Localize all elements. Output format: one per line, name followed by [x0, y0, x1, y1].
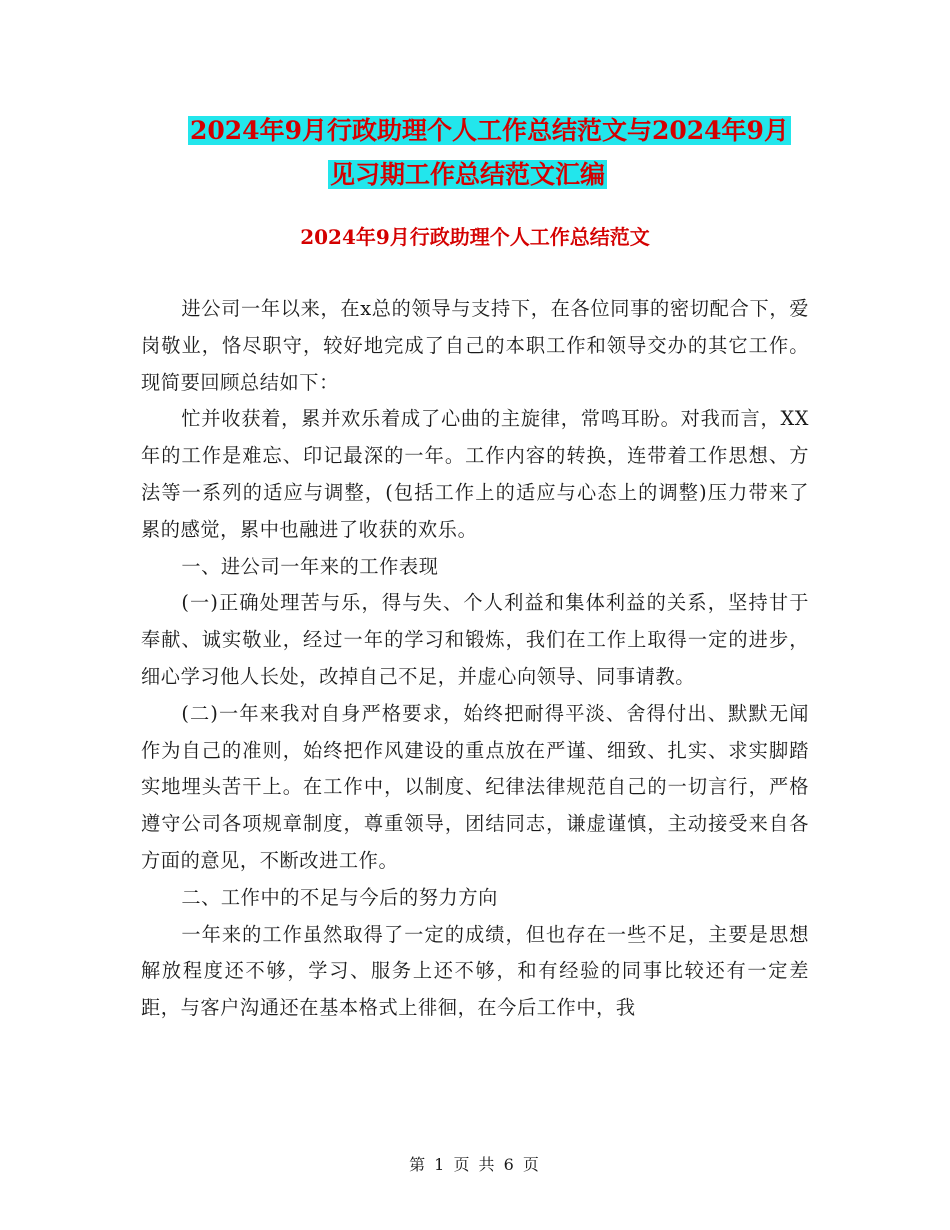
main-title-text-1: 2024年9月行政助理个人工作总结范文与2024年9月: [190, 116, 789, 145]
page-footer: 第 1 页 共 6 页: [409, 1155, 541, 1174]
document-main-title-line-1: [188, 111, 791, 151]
section-title: 2024年9月行政助理个人工作总结范文: [300, 225, 650, 249]
paragraph-intro: 进公司一年以来，在x总的领导与支持下，在各位同事的密切配合下，爱岗敬业，恪尽职守，较好地完成了自己的本职工作和领导交办的其它工作。现简要回顾总结如下：: [141, 297, 809, 394]
paragraph-item-1: (一)正确处理苦与乐，得与失、个人利益和集体利益的关系，坚持甘于奉献、诚实敬业，经过一年的学习和锻炼，我们在工作上取得一定的进步，细心学习他人长处，改掉自己不足，并虚心向领导、同事请教。: [141, 591, 809, 688]
paragraph-item-2: (二)一年来我对自身严格要求，始终把耐得平淡、舍得付出、默默无闻作为自己的准则，始终把作风建设的重点放在严谨、细致、扎实、求实脚踏实地埋头苦干上。在工作中，以制度、纪律法律规范自己的一切言行，严格遵守公司各项规章制度，尊重领导，团结同志，谦虚谨慎，主动接受来自各 方面的意见，不断改进工作。: [141, 701, 809, 872]
document-main-title-line-2: [328, 155, 607, 195]
paragraph-shortcomings: 一年来的工作虽然取得了一定的成绩，但也存在一些不足，主要是思想解放程度还不够，学习、服务上还不够，和有经验的同事比较还有一定差距，与客户沟通还在基本格式上徘徊，在今后工作中，我: [141, 922, 809, 1020]
document-body: [141, 291, 809, 1027]
paragraph-reflection: 忙并收获着，累并欢乐着成了心曲的主旋律，常鸣耳盼。对我而言，XX年的工作是难忘、印记最深的一年。工作内容的转换，连带着工作思想、方法等一系列的适应与调整，(包括工作上的适应与心态上的调整)压力带来了累的感觉，累中也融进了收获的欢乐。: [141, 407, 809, 541]
main-title-text-2: 见习期工作总结范文汇编: [330, 160, 606, 189]
heading-work-performance: 一、进公司一年来的工作表现: [181, 554, 439, 578]
heading-shortcomings: 二、工作中的不足与今后的努力方向: [181, 885, 498, 909]
